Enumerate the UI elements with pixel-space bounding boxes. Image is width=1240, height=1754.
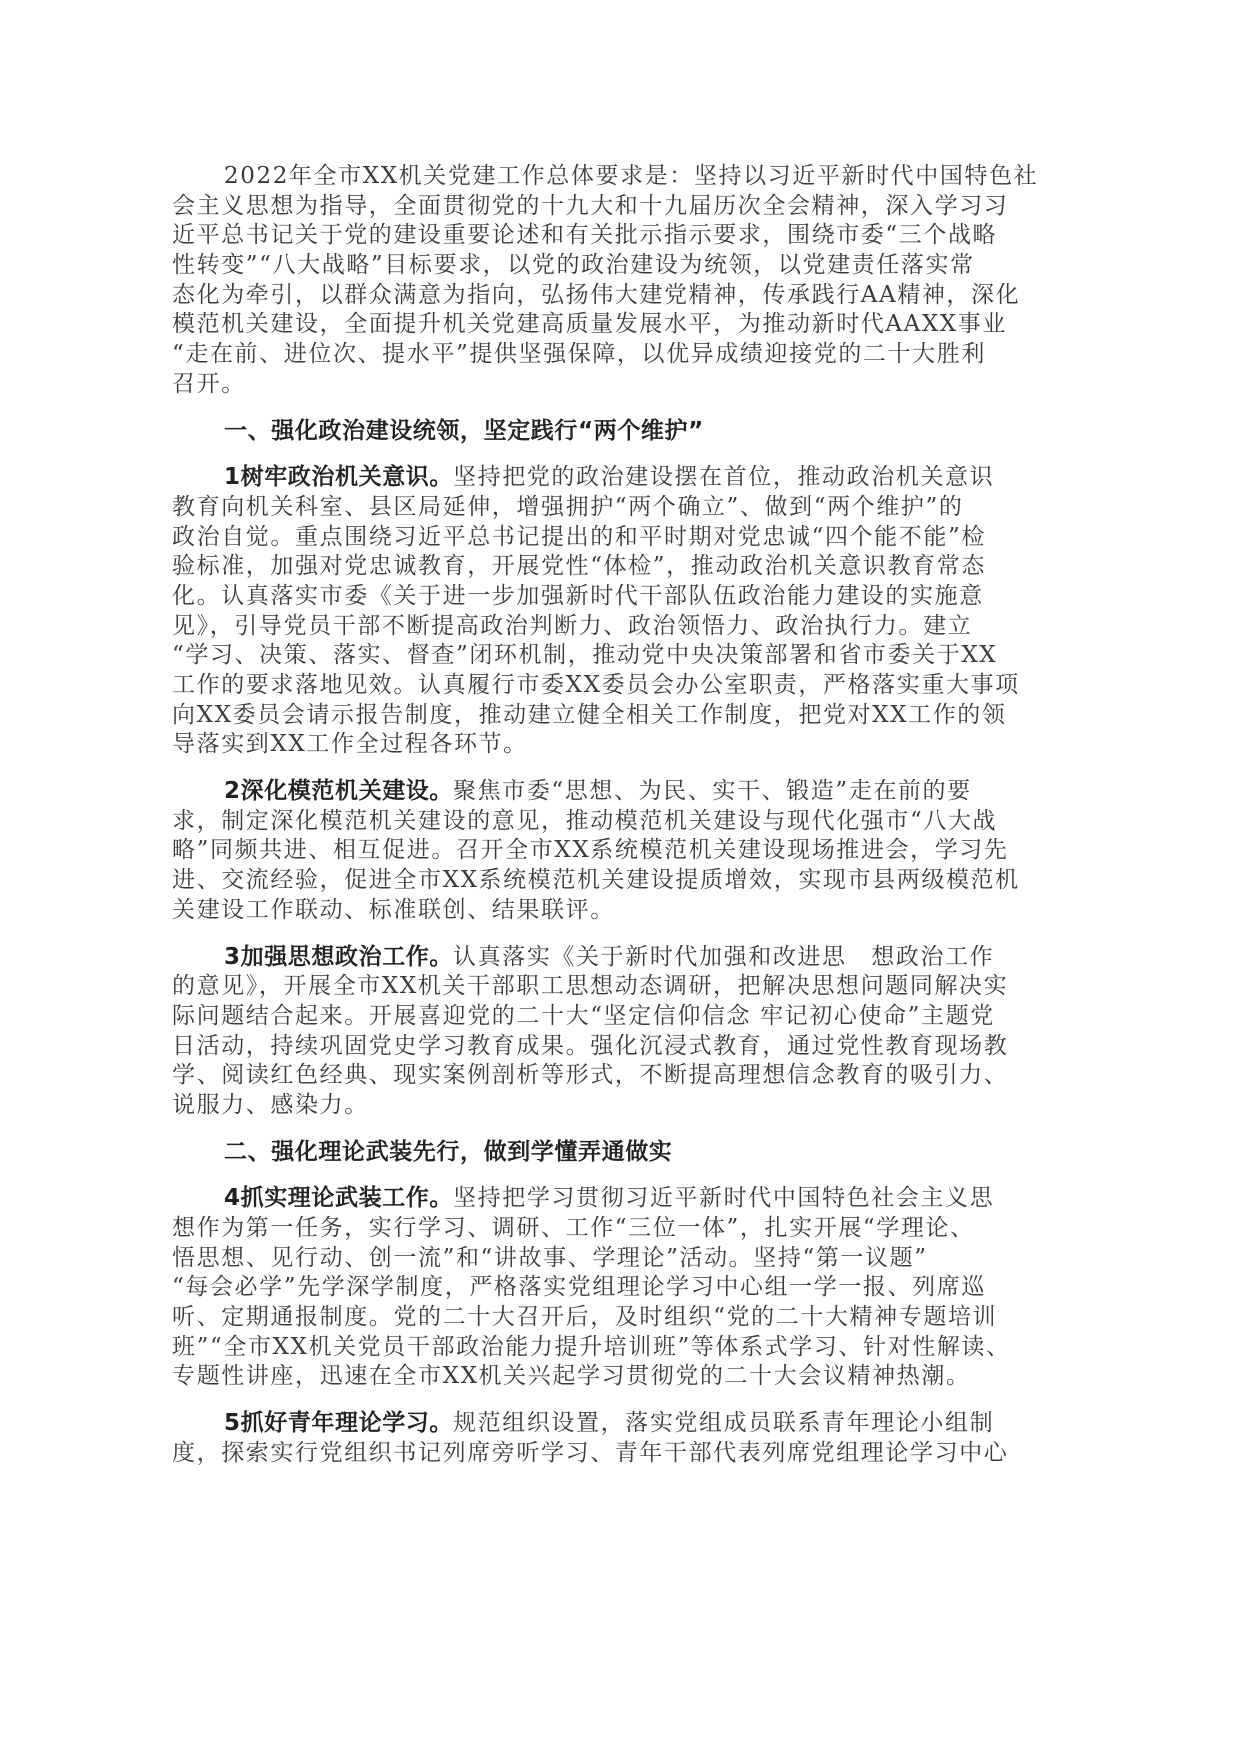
text-line: 验标准，加强对党忠诚教育，开展党性“体检”，推动政治机关意识教育常态: [172, 553, 986, 580]
text-line: 专题性讲座，迅速在全市XX机关兴起学习贯彻党的二十大会议精神热潮。: [172, 1363, 971, 1390]
text-line: 悟思想、见行动、创一流”和“讲故事、学理论”活动。坚持“第一议题”: [172, 1244, 928, 1271]
item-text: 坚持把党的政治建设摆在首位，推动政治机关意识: [453, 464, 995, 491]
text-line: 向XX委员会请示报告制度，推动建立健全相关工作制度，把党对XX工作的领: [172, 701, 1007, 728]
document-body: [172, 162, 1072, 1486]
text-line: 会主义思想为指导，全面贯彻党的十九大和十九届历次全会精神，深入学习习: [172, 192, 1009, 219]
item-title: 2深化模范机关建设。: [224, 778, 454, 805]
text-line: 2022年全市XX机关党建工作总体要求是：坚持以习近平新时代中国特色社: [224, 163, 1039, 189]
text-line: 班”“全市XX机关党员干部政治能力提升培训班”等体系式学习、针对性解读、: [172, 1333, 1011, 1360]
item-2-paragraph: [172, 777, 1072, 925]
text-line: 模范机关建设，全面提升机关党建高质量发展水平，为推动新时代AAXX事业: [172, 311, 1007, 338]
text-line: 态化为牵引，以群众满意为指向，弘扬伟大建党精神，传承践行AA精神，深化: [172, 281, 1021, 308]
item-3-paragraph: [172, 943, 1072, 1121]
text-line: 说服力、感染力。: [172, 1091, 369, 1118]
item-text: 规范组织设置，落实党组成员联系青年理论小组制: [453, 1410, 995, 1437]
section-1: [172, 417, 1072, 447]
item-text: 认真落实《关于新时代加强和改进思 想政治工作: [453, 943, 995, 970]
text-line: 性转变”“八大战略”目标要求，以党的政治建设为统领，以党建责任落实常: [172, 252, 975, 279]
text-line: [172, 777, 1072, 807]
text-line: [172, 943, 1072, 973]
text-line: 化。认真落实市委《关于进一步加强新时代干部队伍政治能力建设的实施意: [172, 582, 984, 609]
item-title: 1树牢政治机关意识。: [224, 464, 454, 491]
item-5-paragraph: [172, 1409, 1072, 1468]
section-heading: 二、强化理论武装先行，做到学懂弄通做实: [224, 1138, 673, 1165]
text-line: 求，制定深化模范机关建设的意见，推动模范机关建设与现代化强市“八大战: [172, 807, 998, 834]
text-line: 关建设工作联动、标准联创、结果联评。: [172, 896, 615, 923]
section-2: [172, 1138, 1072, 1168]
text-line: “每会必学”先学深学制度，严格落实党组理论学习中心组一学一报、列席巡: [172, 1274, 986, 1301]
item-4-paragraph: [172, 1184, 1072, 1392]
text-line: 的意见》，开展全市XX机关干部职工思想动态调研，把解决思想问题同解决实: [172, 973, 1009, 1000]
text-line: 进、交流经验，促进全市XX系统模范机关建设提质增效，实现市县两级模范机: [172, 867, 1020, 894]
text-line: “走在前、进位次、提水平”提供坚强保障，以优异成绩迎接党的二十大胜利: [172, 341, 986, 368]
text-line: 政治自觉。重点围绕习近平总书记提出的和平时期对党忠诚“四个能不能”检: [172, 523, 986, 550]
intro-paragraph: [172, 162, 1072, 400]
text-line: 工作的要求落地见效。认真履行市委XX委员会办公室职责，严格落实重大事项: [172, 672, 1020, 698]
item-title: 3加强思想政治工作。: [224, 943, 454, 970]
text-line: 听、定期通报制度。党的二十大召开后，及时组织“党的二十大精神专题培训: [172, 1304, 998, 1331]
text-line: 学、阅读红色经典、现实案例剖析等形式，不断提高理想信念教育的吸引力、: [172, 1062, 1009, 1089]
text-line: 度，探索实行党组织书记列席旁听学习、青年干部代表列席党组理论学习中心: [172, 1439, 1009, 1466]
text-line: 见》，引导党员干部不断提高政治判断力、政治领悟力、政治执行力。建立: [172, 612, 973, 639]
text-line: 导落实到XX工作全过程各环节。: [172, 731, 528, 758]
item-title: 4抓实理论武装工作。: [224, 1185, 454, 1212]
item-text: 坚持把学习贯彻习近平新时代中国特色社会主义思: [453, 1185, 995, 1212]
text-line: 际问题结合起来。开展喜迎党的二十大“坚定信仰信念 牢记初心使命”主题党: [172, 1002, 995, 1029]
text-line: 教育向机关科室、县区局延伸，增强拥护“两个确立”、做到“两个维护”的: [172, 493, 964, 520]
text-line: [172, 463, 1072, 493]
item-1-paragraph: [172, 463, 1072, 760]
section-heading: 一、强化政治建设统领，坚定践行“两个维护”: [224, 417, 704, 444]
text-line: “学习、决策、落实、督查”闭环机制，推动党中央决策部署和省市委关于XX: [172, 642, 998, 669]
item-title: 5抓好青年理论学习。: [224, 1410, 454, 1437]
item-text: 聚焦市委“思想、为民、实干、锻造”走在前的要: [453, 778, 972, 805]
text-line: [172, 1184, 1072, 1214]
text-line: 近平总书记关于党的建设重要论述和有关批示指示要求，围绕市委“三个战略: [172, 222, 998, 249]
text-line: 略”同频共进、相互促进。召开全市XX系统模范机关建设现场推进会，学习先: [172, 837, 1009, 864]
text-line: 日活动，持续巩固党史学习教育成果。强化沉浸式教育，通过党性教育现场教: [172, 1032, 1009, 1059]
text-line: 召开。: [172, 370, 246, 397]
text-line: 想作为第一任务，实行学习、调研、工作“三位一体”，扎实开展“学理论、: [172, 1215, 975, 1241]
text-line: [172, 1409, 1072, 1439]
